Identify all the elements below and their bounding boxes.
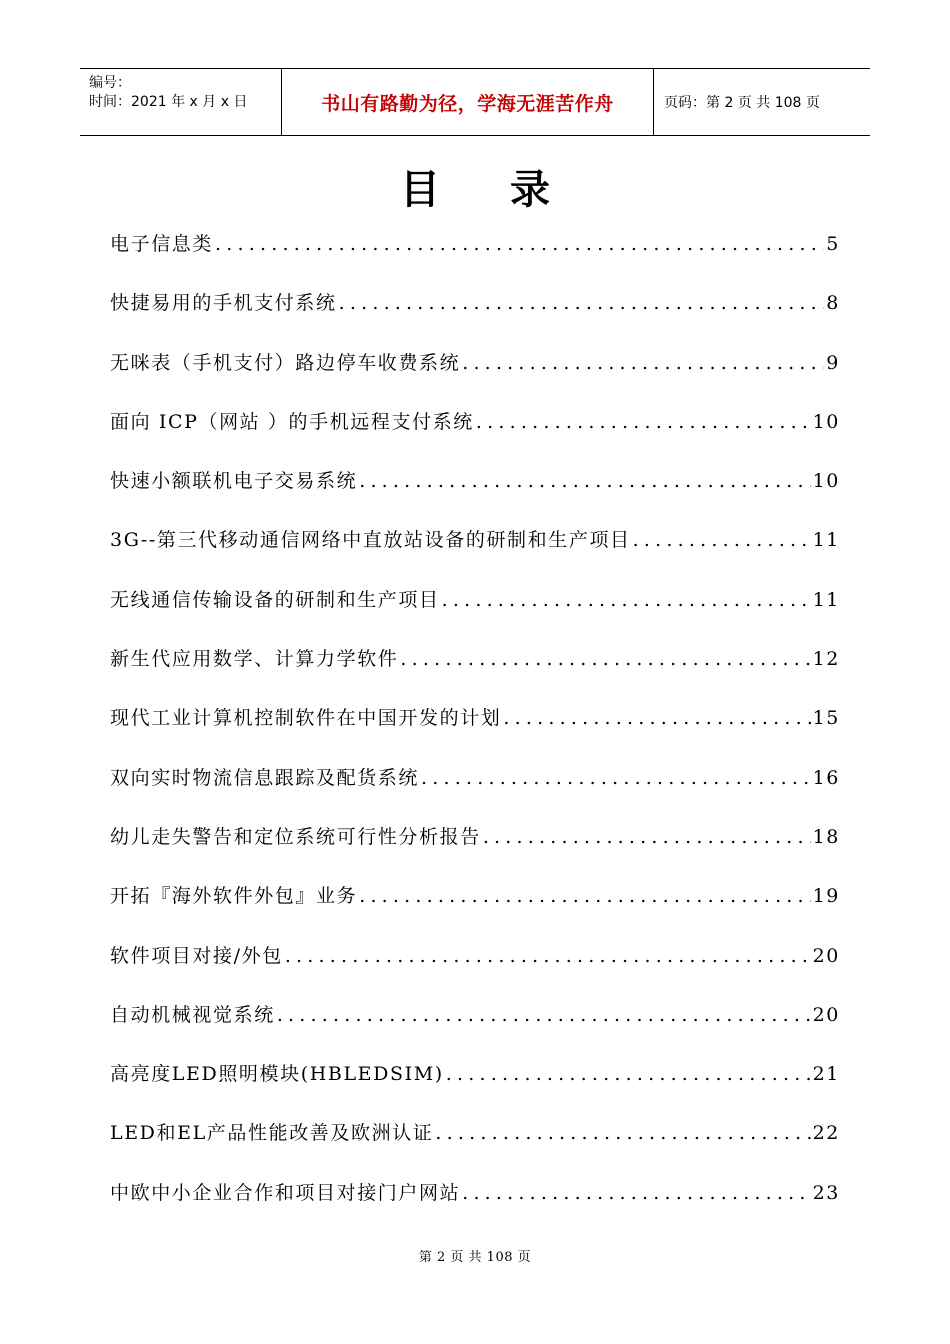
toc-dot-leader	[339, 285, 825, 321]
footer-page-number: 第 2 页 共 108 页	[418, 1250, 532, 1265]
header-meta-cell	[80, 69, 282, 135]
toc-dot-leader	[503, 700, 810, 736]
header-motto-cell	[282, 69, 654, 135]
toc-entry-page-number[interactable]: 18	[812, 825, 840, 848]
toc-entry-title[interactable]: 中欧中小企业合作和项目对接门户网站	[110, 1181, 461, 1204]
toc-entry-title[interactable]: 软件项目对接/外包	[110, 944, 283, 967]
toc-entry-page-number[interactable]: 16	[812, 766, 840, 789]
toc-entry-page-number[interactable]: 21	[812, 1063, 840, 1086]
toc-entry[interactable]	[110, 878, 840, 937]
toc-dot-leader	[285, 938, 811, 974]
toc-entry-title[interactable]: 无线通信传输设备的研制和生产项目	[110, 588, 440, 611]
toc-entry-title[interactable]: 3G--第三代移动通信网络中直放站设备的研制和生产项目	[110, 529, 631, 552]
toc-entry-page-number[interactable]: 23	[812, 1181, 840, 1204]
toc-entry[interactable]	[110, 463, 840, 522]
toc-entry[interactable]	[110, 404, 840, 463]
header-page-info: 页码：第 2 页 共 108 页	[664, 95, 820, 111]
toc-entry[interactable]	[110, 1175, 840, 1234]
toc-entry-page-number[interactable]: 20	[812, 1003, 840, 1026]
toc-entry-page-number[interactable]: 8	[826, 292, 840, 315]
toc-dot-leader	[462, 1175, 810, 1211]
document-date: 时间：2021 年 x 月 x 日	[89, 94, 248, 110]
toc-dot-leader	[435, 1115, 810, 1151]
toc-entry-title[interactable]: 自动机械视觉系统	[110, 1003, 275, 1026]
toc-dot-leader	[400, 641, 810, 677]
toc-entry-title[interactable]: 快速小额联机电子交易系统	[110, 470, 358, 493]
toc-entry-title[interactable]: LED和EL产品性能改善及欧洲认证	[110, 1122, 434, 1145]
toc-entry[interactable]	[110, 1115, 840, 1174]
toc-entry-page-number[interactable]: 10	[812, 410, 840, 433]
toc-dot-leader	[421, 760, 811, 796]
table-of-contents	[110, 226, 840, 1234]
toc-entry-page-number[interactable]: 22	[812, 1122, 840, 1145]
toc-entry-title[interactable]: 双向实时物流信息跟踪及配货系统	[110, 766, 420, 789]
toc-entry-title[interactable]: 无咪表（手机支付）路边停车收费系统	[110, 351, 461, 374]
document-number-label: 编号：	[89, 75, 131, 91]
toc-entry[interactable]	[110, 819, 840, 878]
toc-dot-leader	[462, 345, 824, 381]
toc-entry[interactable]	[110, 285, 840, 344]
toc-entry[interactable]	[110, 700, 840, 759]
page-header	[80, 68, 870, 136]
toc-entry-page-number[interactable]: 10	[812, 470, 840, 493]
toc-dot-leader	[476, 404, 811, 440]
header-page-cell	[654, 69, 870, 135]
toc-dot-leader	[215, 226, 824, 262]
page-title: 目录	[400, 167, 620, 213]
toc-entry[interactable]	[110, 641, 840, 700]
toc-entry-page-number[interactable]: 11	[812, 529, 840, 552]
toc-entry-page-number[interactable]: 15	[812, 707, 840, 730]
toc-entry-page-number[interactable]: 12	[812, 648, 840, 671]
toc-entry[interactable]	[110, 345, 840, 404]
toc-dot-leader	[442, 582, 811, 618]
toc-dot-leader	[359, 878, 810, 914]
toc-entry[interactable]	[110, 997, 840, 1056]
toc-dot-leader	[483, 819, 811, 855]
toc-entry[interactable]	[110, 938, 840, 997]
toc-dot-leader	[633, 522, 811, 558]
toc-entry-title[interactable]: 高亮度LED照明模块(HBLEDSIM)	[110, 1063, 444, 1086]
toc-entry-title[interactable]: 新生代应用数学、计算力学软件	[110, 648, 399, 671]
toc-entry[interactable]	[110, 1056, 840, 1115]
toc-entry-page-number[interactable]: 5	[826, 233, 840, 255]
toc-entry-title[interactable]: 现代工业计算机控制软件在中国开发的计划	[110, 707, 502, 730]
toc-entry-page-number[interactable]: 11	[812, 588, 840, 611]
toc-entry[interactable]	[110, 582, 840, 641]
toc-dot-leader	[446, 1056, 811, 1092]
toc-entry-page-number[interactable]: 9	[826, 351, 840, 374]
toc-dot-leader	[277, 997, 811, 1033]
toc-entry-title[interactable]: 电子信息类	[110, 233, 214, 255]
header-motto: 书山有路勤为径，学海无涯苦作舟	[321, 92, 614, 115]
toc-entry[interactable]	[110, 226, 840, 285]
toc-entry-page-number[interactable]: 19	[812, 885, 840, 908]
toc-entry-title[interactable]: 幼儿走失警告和定位系统可行性分析报告	[110, 825, 481, 848]
page-footer	[0, 1246, 950, 1265]
toc-entry-page-number[interactable]: 20	[812, 944, 840, 967]
toc-dot-leader	[359, 463, 810, 499]
toc-entry-title[interactable]: 开拓『海外软件外包』业务	[110, 885, 358, 908]
toc-entry-title[interactable]: 面向 ICP（网站 ）的手机远程支付系统	[110, 410, 474, 433]
toc-entry[interactable]	[110, 522, 840, 581]
toc-entry[interactable]	[110, 760, 840, 819]
toc-entry-title[interactable]: 快捷易用的手机支付系统	[110, 292, 337, 315]
